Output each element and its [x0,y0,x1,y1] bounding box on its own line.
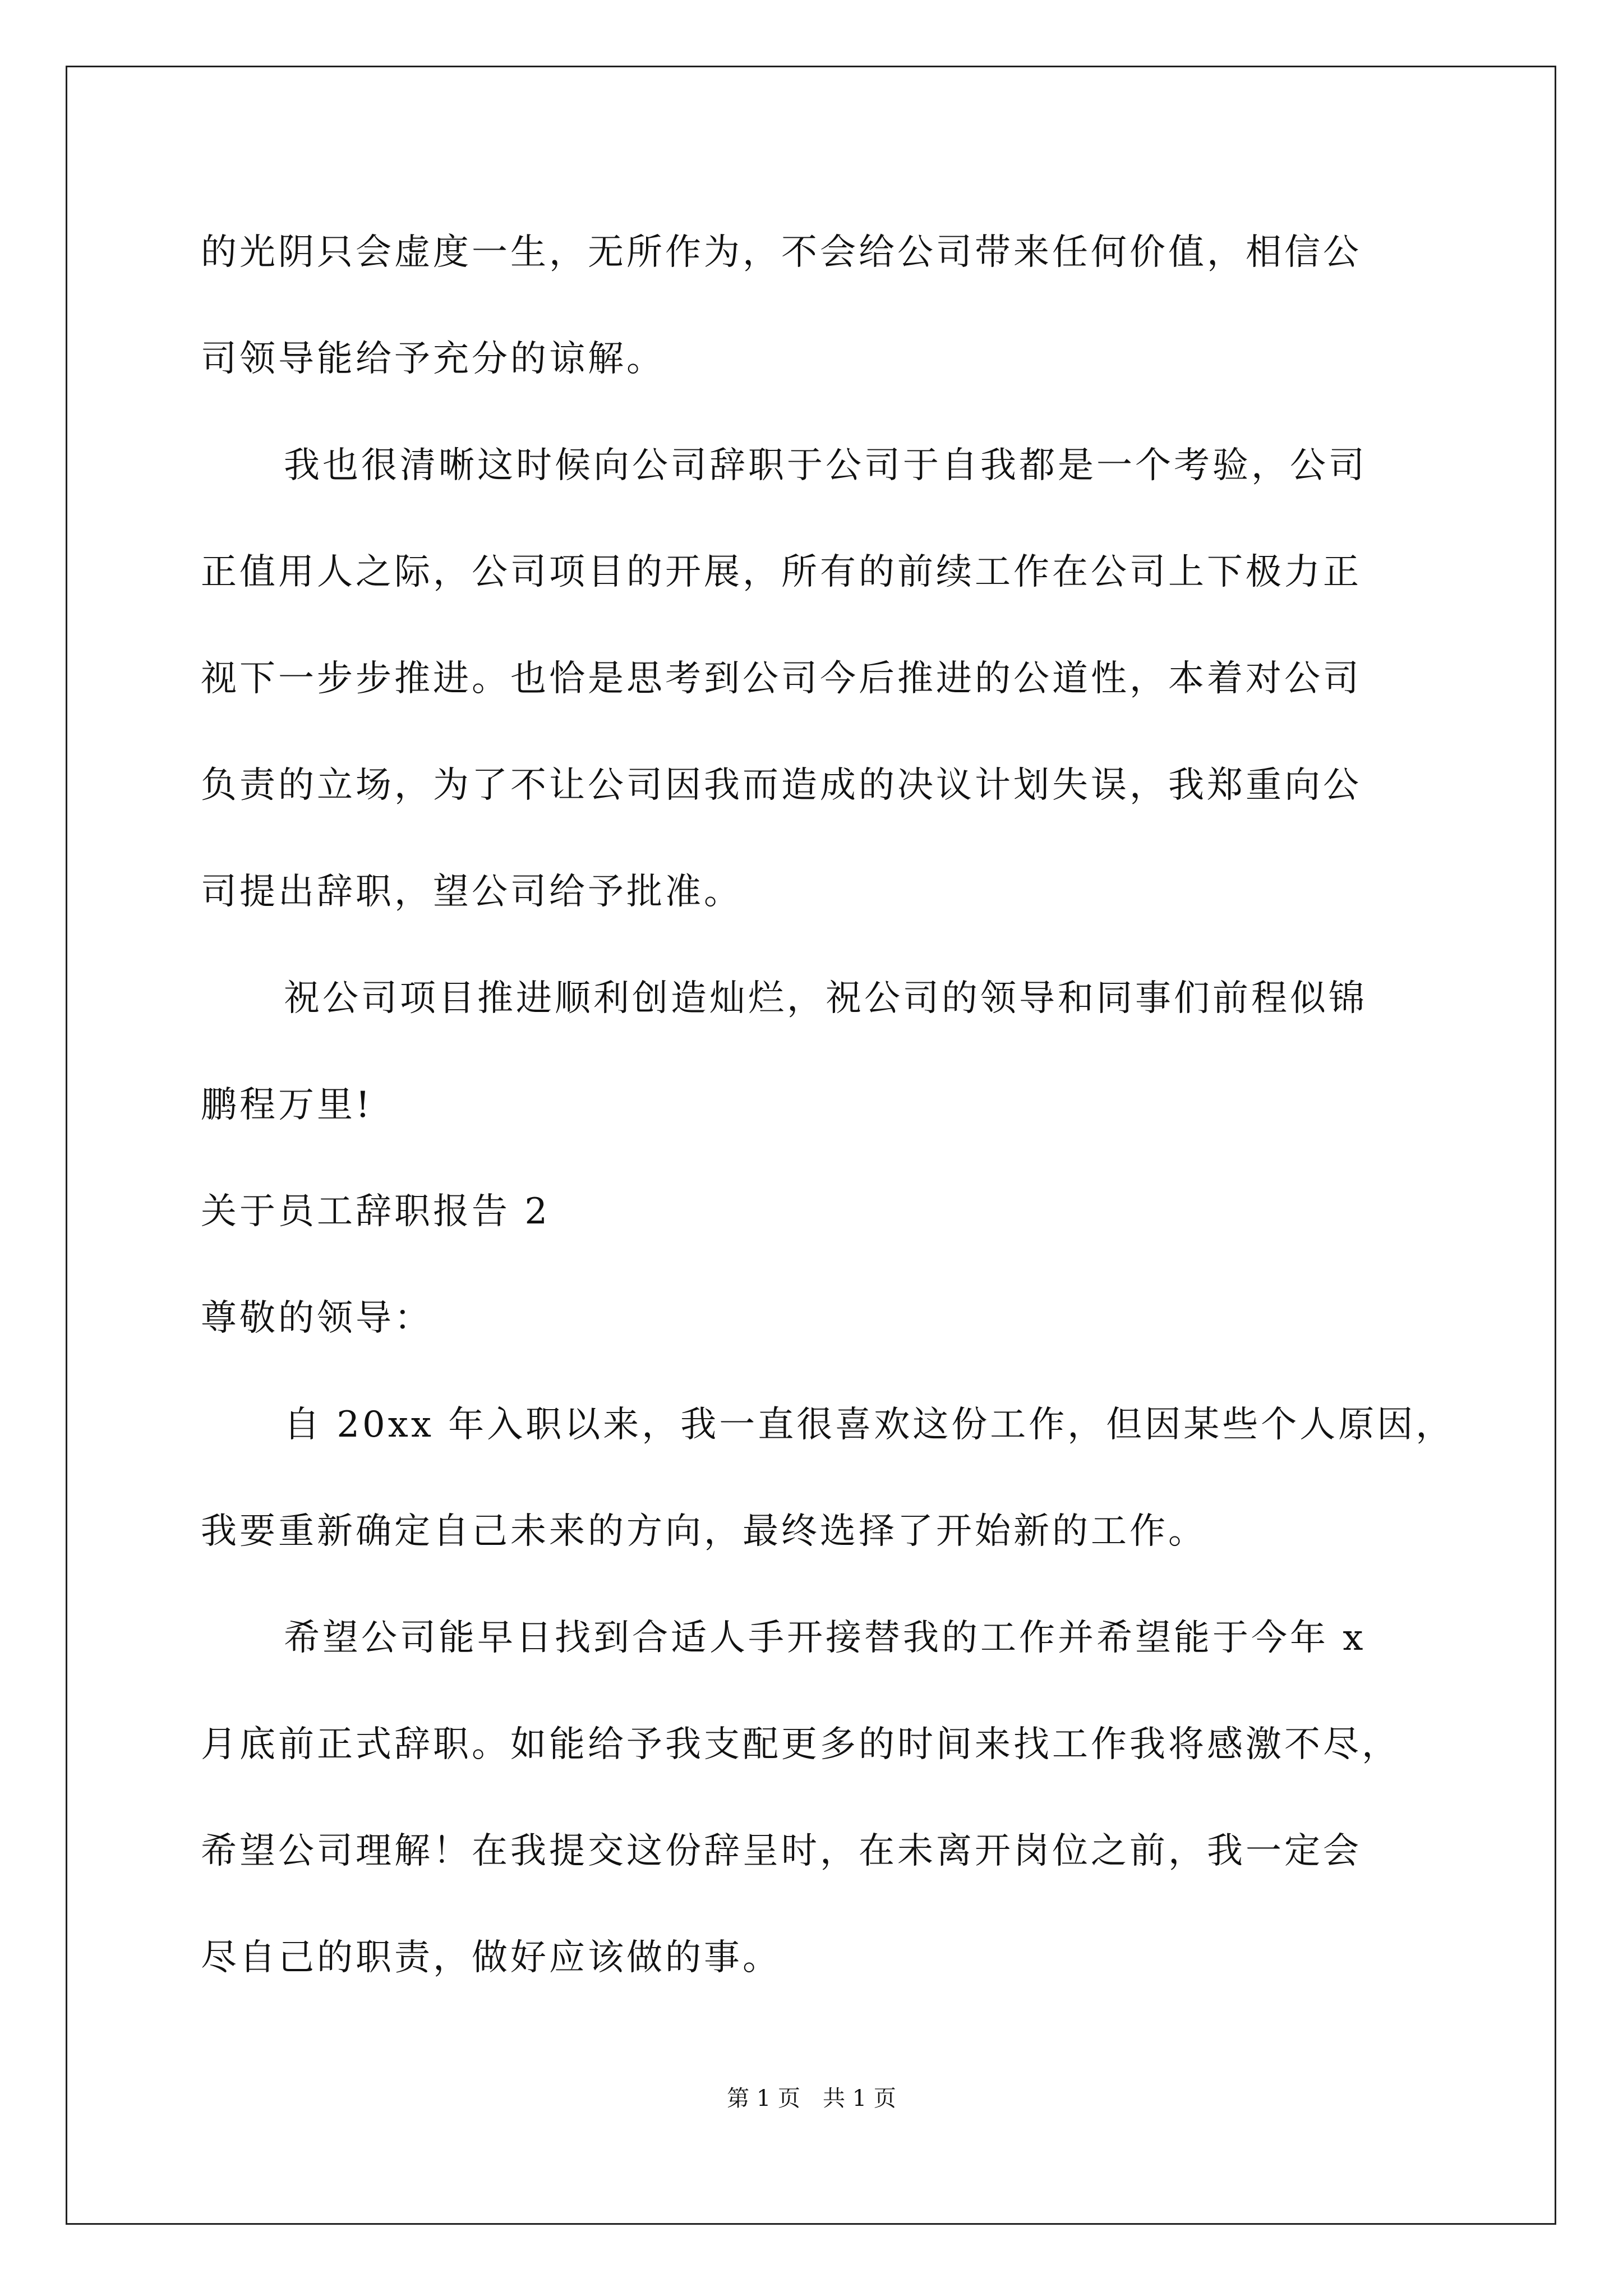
page-border [66,66,1556,2225]
body-line: 视下一步步推进。也恰是思考到公司今后推进的公道性，本着对公司 [201,658,1362,700]
body-line: 月底前正式辞职。如能给予我支配更多的时间来找工作我将感激不尽， [201,1724,1400,1765]
body-line: 的光阴只会虚度一生，无所作为，不会给公司带来任何价值，相信公 [201,232,1362,273]
body-line: 正值用人之际，公司项目的开展，所有的前续工作在公司上下极力正 [201,551,1362,593]
body-line: 负责的立场，为了不让公司因我而造成的决议计划失误，我郑重向公 [201,765,1362,806]
paragraph-first-line: 祝公司项目推进顺利创造灿烂，祝公司的领导和同事们前程似锦 [284,978,1367,1019]
section-heading: 关于员工辞职报告 2 [201,1191,551,1232]
paragraph-first-line: 我也很清晰这时候向公司辞职于公司于自我都是一个考验，公司 [284,445,1367,486]
body-line: 尽自己的职责，做好应该做的事。 [201,1937,781,1978]
body-line: 我要重新确定自己未来的方向，最终选择了开始新的工作。 [201,1511,1207,1552]
paragraph-first-line: 希望公司能早日找到合适人手开接替我的工作并希望能于今年 x [284,1617,1366,1659]
body-line: 司提出辞职，望公司给予批准。 [201,871,743,913]
paragraph-first-line: 自 20xx 年入职以来，我一直很喜欢这份工作，但因某些个人原因， [284,1404,1455,1446]
body-line: 司领导能给予充分的谅解。 [201,338,665,380]
page-footer: 第 1 页 共 1 页 [727,2086,896,2111]
body-line: 希望公司理解！在我提交这份辞呈时，在未离开岗位之前，我一定会 [201,1830,1362,1872]
salutation: 尊敬的领导： [201,1297,433,1339]
body-line: 鹏程万里! [201,1084,373,1126]
